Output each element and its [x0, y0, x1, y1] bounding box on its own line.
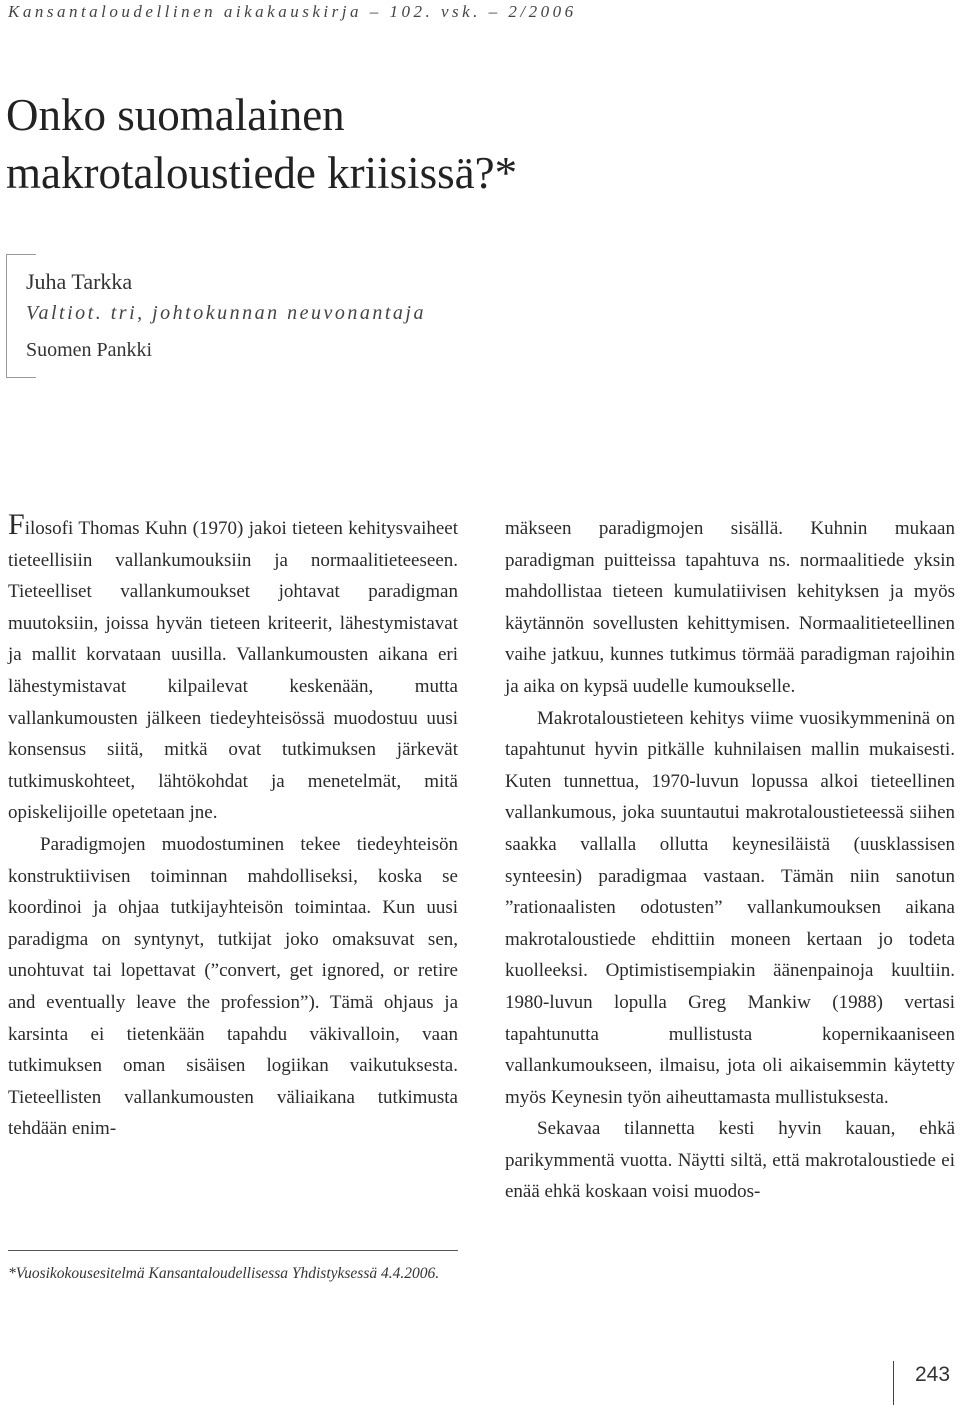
left-paragraph-1-text: ilosofi Thomas Kuhn (1970) jakoi tieteen kehitysvaiheet tieteellisiin vallankumouksiin ja normaalitieteeseen. Tieteelliset vallankumoukset johtavat paradigman muutoksiin, joissa hyvän tieteen kriteerit, lähestymistavat ja mallit korvataan uusilla. Vallankumousten aikana eri lähestymistavat kilpailevat keskenään, mutta vallankumousten jälkeen tiedeyhteisössä muodostuu uusi konsensus siitä, mitkä ovat tutkimuksen järkevät tutkimuskohteet, lähtökohdat ja menetelmät, mitä opiskelijoille opetetaan jne.: [8, 518, 458, 824]
author-title: Valtiot. tri, johtokunnan neuvonantaja: [26, 302, 426, 324]
initial-letter: F: [8, 508, 25, 541]
author-block: [26, 266, 426, 372]
article-title: [6, 86, 626, 202]
page-number: 243: [915, 1363, 951, 1386]
author-organization: Suomen Pankki: [26, 339, 153, 361]
right-column: [505, 513, 955, 1208]
right-paragraph-2: Makrotaloustieteen kehitys viime vuosikymmeninä on tapahtunut hyvin pitkälle kuhnilaisen mallin mukaisesti. Kuten tunnettua, 1970-luvun lopussa alkoi tieteellinen vallankumous, joka suuntautui makrotaloustieteessä siihen saakka vallalla ollutta keynesiläistä (uusklassisen synteesin) paradigmaa vastaan. Tämän niin sanotun ”rationaalisten odotusten” vallankumouksen aikana makrotaloustiede ehdittiin moneen kertaan jo todeta kuolleeksi. Optimistisempiakin äänenpainoja kuultiin. 1980-luvun lopulla Greg Mankiw (1988) vertasi tapahtunutta mullistusta kopernikaaniseen vallankumoukseen, ilmaisu, jota oli aikaisemmin käytetty myös Keynesin työn aiheuttamasta mullistuksesta.: [505, 707, 955, 1108]
page-number-divider: [893, 1361, 894, 1405]
article-title-line-2: makrotaloustiede kriisissä?*: [6, 148, 518, 198]
left-paragraph-1: [8, 508, 458, 829]
left-paragraph-2: Paradigmojen muodostuminen tekee tiedeyhteisön konstruktiivisen toiminnan mahdolliseksi, koska se koordinoi ja ohjaa tutkijayhteisön toimintaa. Kun uusi paradigma on syntynyt, tutkijat joko omaksuvat sen, unohtuvat tai lopettavat (”convert, get ignored, or retire and eventually leave the profession”). Tämä ohjaus ja karsinta ei tietenkään tapahdu väkivalloin, vaan tutkimuksen oman sisäisen logiikan vaikutuksesta. Tieteellisten vallankumousten väliaikana tutkimusta tehdään enim-: [8, 833, 458, 1140]
footnote: *Vuosikokousesitelmä Kansantaloudellisessa Yhdistyksessä 4.4.2006.: [8, 1265, 440, 1282]
footnote-divider: [8, 1250, 458, 1251]
article-title-line-1: Onko suomalainen: [6, 90, 345, 140]
right-paragraph-3: Sekavaa tilannetta kesti hyvin kauan, ehkä parikymmentä vuotta. Näytti siltä, että makrotaloustiede ei enää ehkä koskaan voisi muodos-: [505, 1118, 955, 1203]
right-paragraph-1: mäkseen paradigmojen sisällä. Kuhnin mukaan paradigman puitteissa tapahtuva ns. normaalitiede yksin mahdollistaa tieteen kumulatiivisen kehityksen ja myös käytännön sovellusten kehittymisen. Normaalitieteellinen vaihe jatkuu, kunnes tutkimus törmää paradigman rajoihin ja aika on kypsä uudelle kumoukselle.: [505, 518, 955, 697]
left-column: [8, 508, 458, 1145]
running-header: Kansantaloudellinen aikakauskirja – 102. vsk. – 2/2006: [8, 2, 577, 21]
author-name: Juha Tarkka: [26, 269, 133, 294]
